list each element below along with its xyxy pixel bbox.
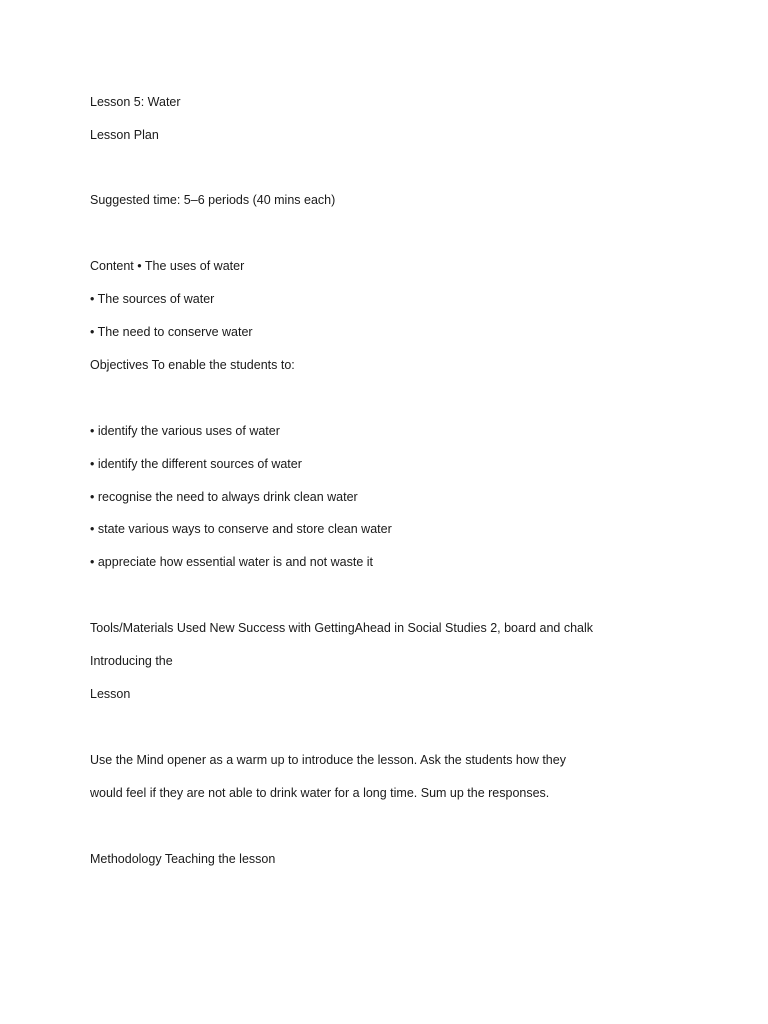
introducing-heading: Introducing the <box>90 654 173 668</box>
lesson-plan-heading: Lesson Plan <box>90 128 159 142</box>
objective-bullet: • identify the various uses of water <box>90 424 280 438</box>
intro-paragraph-line: would feel if they are not able to drink water for a long time. Sum up the responses. <box>90 786 550 800</box>
content-bullet: • The need to conserve water <box>90 325 253 339</box>
content-line: Content • The uses of water <box>90 259 245 273</box>
introducing-heading-continued: Lesson <box>90 687 131 701</box>
suggested-time: Suggested time: 5–6 periods (40 mins each) <box>90 193 336 207</box>
lesson-title: Lesson 5: Water <box>90 95 181 109</box>
objectives-heading: Objectives To enable the students to: <box>90 358 295 372</box>
objective-bullet: • appreciate how essential water is and not waste it <box>90 555 374 569</box>
objective-bullet: • identify the different sources of water <box>90 457 302 471</box>
objective-bullet: • recognise the need to always drink clean water <box>90 490 358 504</box>
objective-bullet: • state various ways to conserve and store clean water <box>90 522 392 536</box>
tools-materials-line: Tools/Materials Used New Success with GettingAhead in Social Studies 2, board and chalk <box>90 621 594 635</box>
intro-paragraph-line: Use the Mind opener as a warm up to introduce the lesson. Ask the students how they <box>90 753 566 767</box>
content-bullet: • The sources of water <box>90 292 215 306</box>
methodology-heading: Methodology Teaching the lesson <box>90 852 276 866</box>
